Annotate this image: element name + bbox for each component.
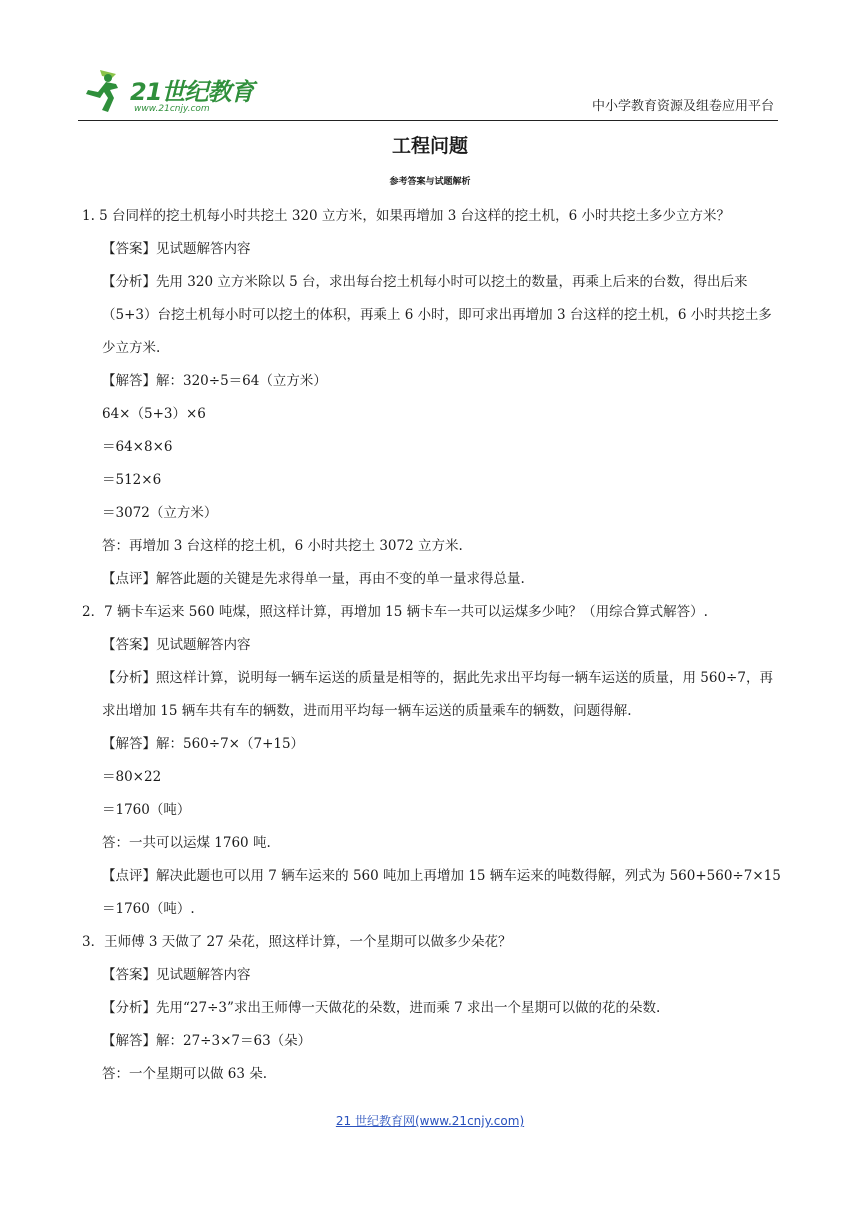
logo-text: 21世纪教育: [130, 78, 254, 106]
page-subtitle: 参考答案与试题解析: [389, 177, 471, 187]
logo-url: www.21cnjy.com: [134, 104, 210, 114]
page-header: [78, 62, 778, 121]
runner-logo-icon: [82, 68, 132, 114]
q1-reply: 答：再增加 3 台这样的挖土机，6 小时共挖土 3072 立方米.: [102, 538, 463, 554]
q2-answer: 【答案】见试题解答内容: [102, 637, 251, 653]
q2-reply: 答：一共可以运煤 1760 吨.: [102, 835, 271, 851]
q3-analysis: 【分析】先用“27÷3”求出王师傅一天做花的朵数，进而乘 7 求出一个星期可以做的花的朵数.: [102, 1000, 661, 1016]
q1-question: 1. 5 台同样的挖土机每小时共挖土 320 立方米，如果再增加 3 台这样的挖土机，6 小时共挖土多少立方米？: [82, 208, 730, 224]
logo: [78, 68, 278, 116]
q3-question: 3．王师傅 3 天做了 27 朵花，照这样计算，一个星期可以做多少朵花？: [82, 934, 512, 950]
q1-analysis: 【分析】先用 320 立方米除以 5 台，求出每台挖土机每小时可以挖土的数量，再乘上后来的台数，得出后来（5+3）台挖土机每小时可以挖土的体积，再乘上 6 小时，即可求出再增加 3 台这样的挖土机，6 小时共挖土多少立方米.: [102, 274, 772, 356]
q3-reply: 答：一个星期可以做 63 朵.: [102, 1066, 268, 1082]
page-title: 工程问题: [391, 135, 468, 157]
q1-step: ＝64×8×6: [102, 439, 173, 455]
q1-step: ＝512×6: [102, 472, 162, 488]
q1-step: ＝3072（立方米）: [102, 505, 218, 521]
document-body: [82, 200, 782, 1091]
q2-step: ＝1760（吨）: [102, 802, 191, 818]
q1-comment: 【点评】解答此题的关键是先求得单一量，再由不变的单一量求得总量.: [102, 571, 525, 587]
q1-step: 64×（5+3）×6: [102, 406, 206, 422]
q3-answer: 【答案】见试题解答内容: [102, 967, 251, 983]
platform-label: 中小学教育资源及组卷应用平台: [591, 99, 774, 114]
q2-question: 2．7 辆卡车运来 560 吨煤，照这样计算，再增加 15 辆卡车一共可以运煤多少吨？（用综合算式解答）.: [82, 604, 708, 620]
q2-analysis: 【分析】照这样计算，说明每一辆车运送的质量是相等的，据此先求出平均每一辆车运送的质量，用 560÷7，再求出增加 15 辆车共有车的辆数，进而用平均每一辆车运送的质量乘车的辆数，问题得解.: [102, 670, 773, 719]
q1-solution: 【解答】解：320÷5＝64（立方米）: [102, 373, 327, 389]
footer-link[interactable]: 21 世纪教育网(www.21cnjy.com): [335, 1114, 525, 1128]
q2-solution: 【解答】解：560÷7×（7+15）: [102, 736, 305, 752]
q1-answer: 【答案】见试题解答内容: [102, 241, 251, 257]
q2-step: ＝80×22: [102, 769, 162, 785]
q3-solution: 【解答】解：27÷3×7＝63（朵）: [102, 1033, 312, 1049]
q2-comment: 【点评】解决此题也可以用 7 辆车运来的 560 吨加上再增加 15 辆车运来的吨数得解，列式为 560+560÷7×15＝1760（吨）.: [102, 868, 781, 917]
